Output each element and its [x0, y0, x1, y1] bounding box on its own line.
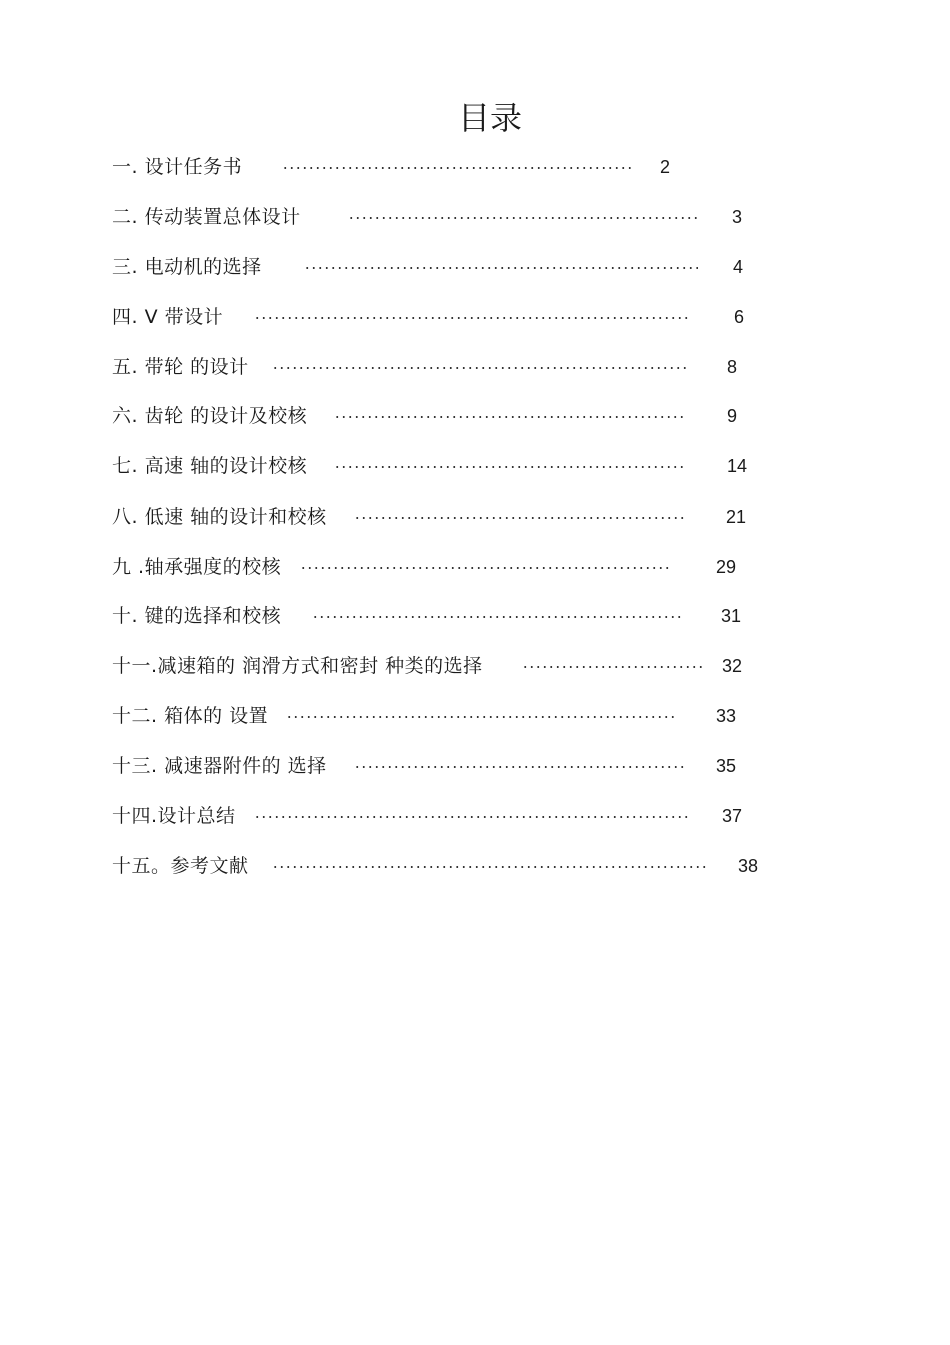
toc-page-number: 32 [722, 656, 743, 676]
toc-entry [112, 552, 812, 582]
toc-leader-dots [354, 766, 686, 768]
toc-leader-dots [300, 567, 672, 569]
toc-entry [112, 651, 812, 681]
toc-leader-dots [348, 217, 700, 219]
toc-entry-label: 八. 低速 轴的设计和校核 [112, 506, 327, 528]
toc-entry [112, 152, 812, 182]
toc-page-number: 35 [716, 756, 737, 776]
toc-leader-dots [272, 866, 708, 868]
toc-entry-label: 十三. 减速器附件的 选择 [112, 755, 327, 777]
toc-page-number: 31 [721, 606, 742, 626]
toc-entry [112, 302, 812, 332]
toc-leader-dots [522, 666, 706, 668]
toc-entry-label: 四. V 带设计 [112, 306, 224, 328]
toc-entry-label: 十四.设计总结 [112, 805, 236, 827]
toc-entry [112, 851, 812, 881]
toc-leader-dots [312, 616, 684, 618]
toc-page-number: 8 [727, 357, 738, 377]
toc-leader-dots [304, 267, 698, 269]
toc-leader-dots [334, 416, 686, 418]
toc-entry-label: 十二. 箱体的 设置 [112, 705, 269, 727]
toc-entry-label: 六. 齿轮 的设计及校核 [112, 405, 308, 427]
toc-page-number: 6 [734, 307, 745, 327]
toc-entry [112, 352, 812, 382]
toc-page-number: 21 [726, 507, 747, 527]
toc-page-number: 29 [716, 557, 737, 577]
toc-page-number: 2 [660, 157, 671, 177]
toc-entry-label: 十一.减速箱的 润滑方式和密封 种类的选择 [112, 655, 483, 677]
toc-page-number: 4 [733, 257, 744, 277]
toc-entry-label: 一. 设计任务书 [112, 156, 243, 178]
toc-entry-label: 三. 电动机的选择 [112, 256, 262, 278]
toc-leader-dots [272, 367, 686, 369]
toc-entry [112, 701, 812, 731]
toc-leader-dots [254, 317, 690, 319]
toc-page-number: 33 [716, 706, 737, 726]
toc-entry [112, 401, 812, 431]
toc-entry [112, 801, 812, 831]
toc-entry [112, 502, 812, 532]
toc-entry [112, 202, 812, 232]
toc-page-number: 14 [727, 456, 748, 476]
toc-leader-dots [254, 816, 690, 818]
toc-entry-label: 九 .轴承强度的校核 [112, 556, 282, 578]
toc-leader-dots [334, 466, 686, 468]
toc-page-number: 38 [738, 856, 759, 876]
page-title: 目录 [457, 99, 522, 137]
toc-entry-label: 十五。参考文献 [112, 855, 249, 877]
toc-page-number: 3 [732, 207, 743, 227]
toc-entry [112, 451, 812, 481]
toc-page-number: 37 [722, 806, 743, 826]
toc-entry-label: 五. 带轮 的设计 [112, 356, 249, 378]
toc-leader-dots [354, 517, 686, 519]
toc-page-number: 9 [727, 406, 738, 426]
toc-entry-label: 二. 传动装置总体设计 [112, 206, 301, 228]
toc-entry [112, 601, 812, 631]
toc-entry-label: 七. 高速 轴的设计校核 [112, 455, 308, 477]
toc-entry [112, 751, 812, 781]
toc-leader-dots [286, 716, 678, 718]
toc-entry-label: 十. 键的选择和校核 [112, 605, 282, 627]
toc-leader-dots [282, 167, 634, 169]
toc-entry [112, 252, 812, 282]
